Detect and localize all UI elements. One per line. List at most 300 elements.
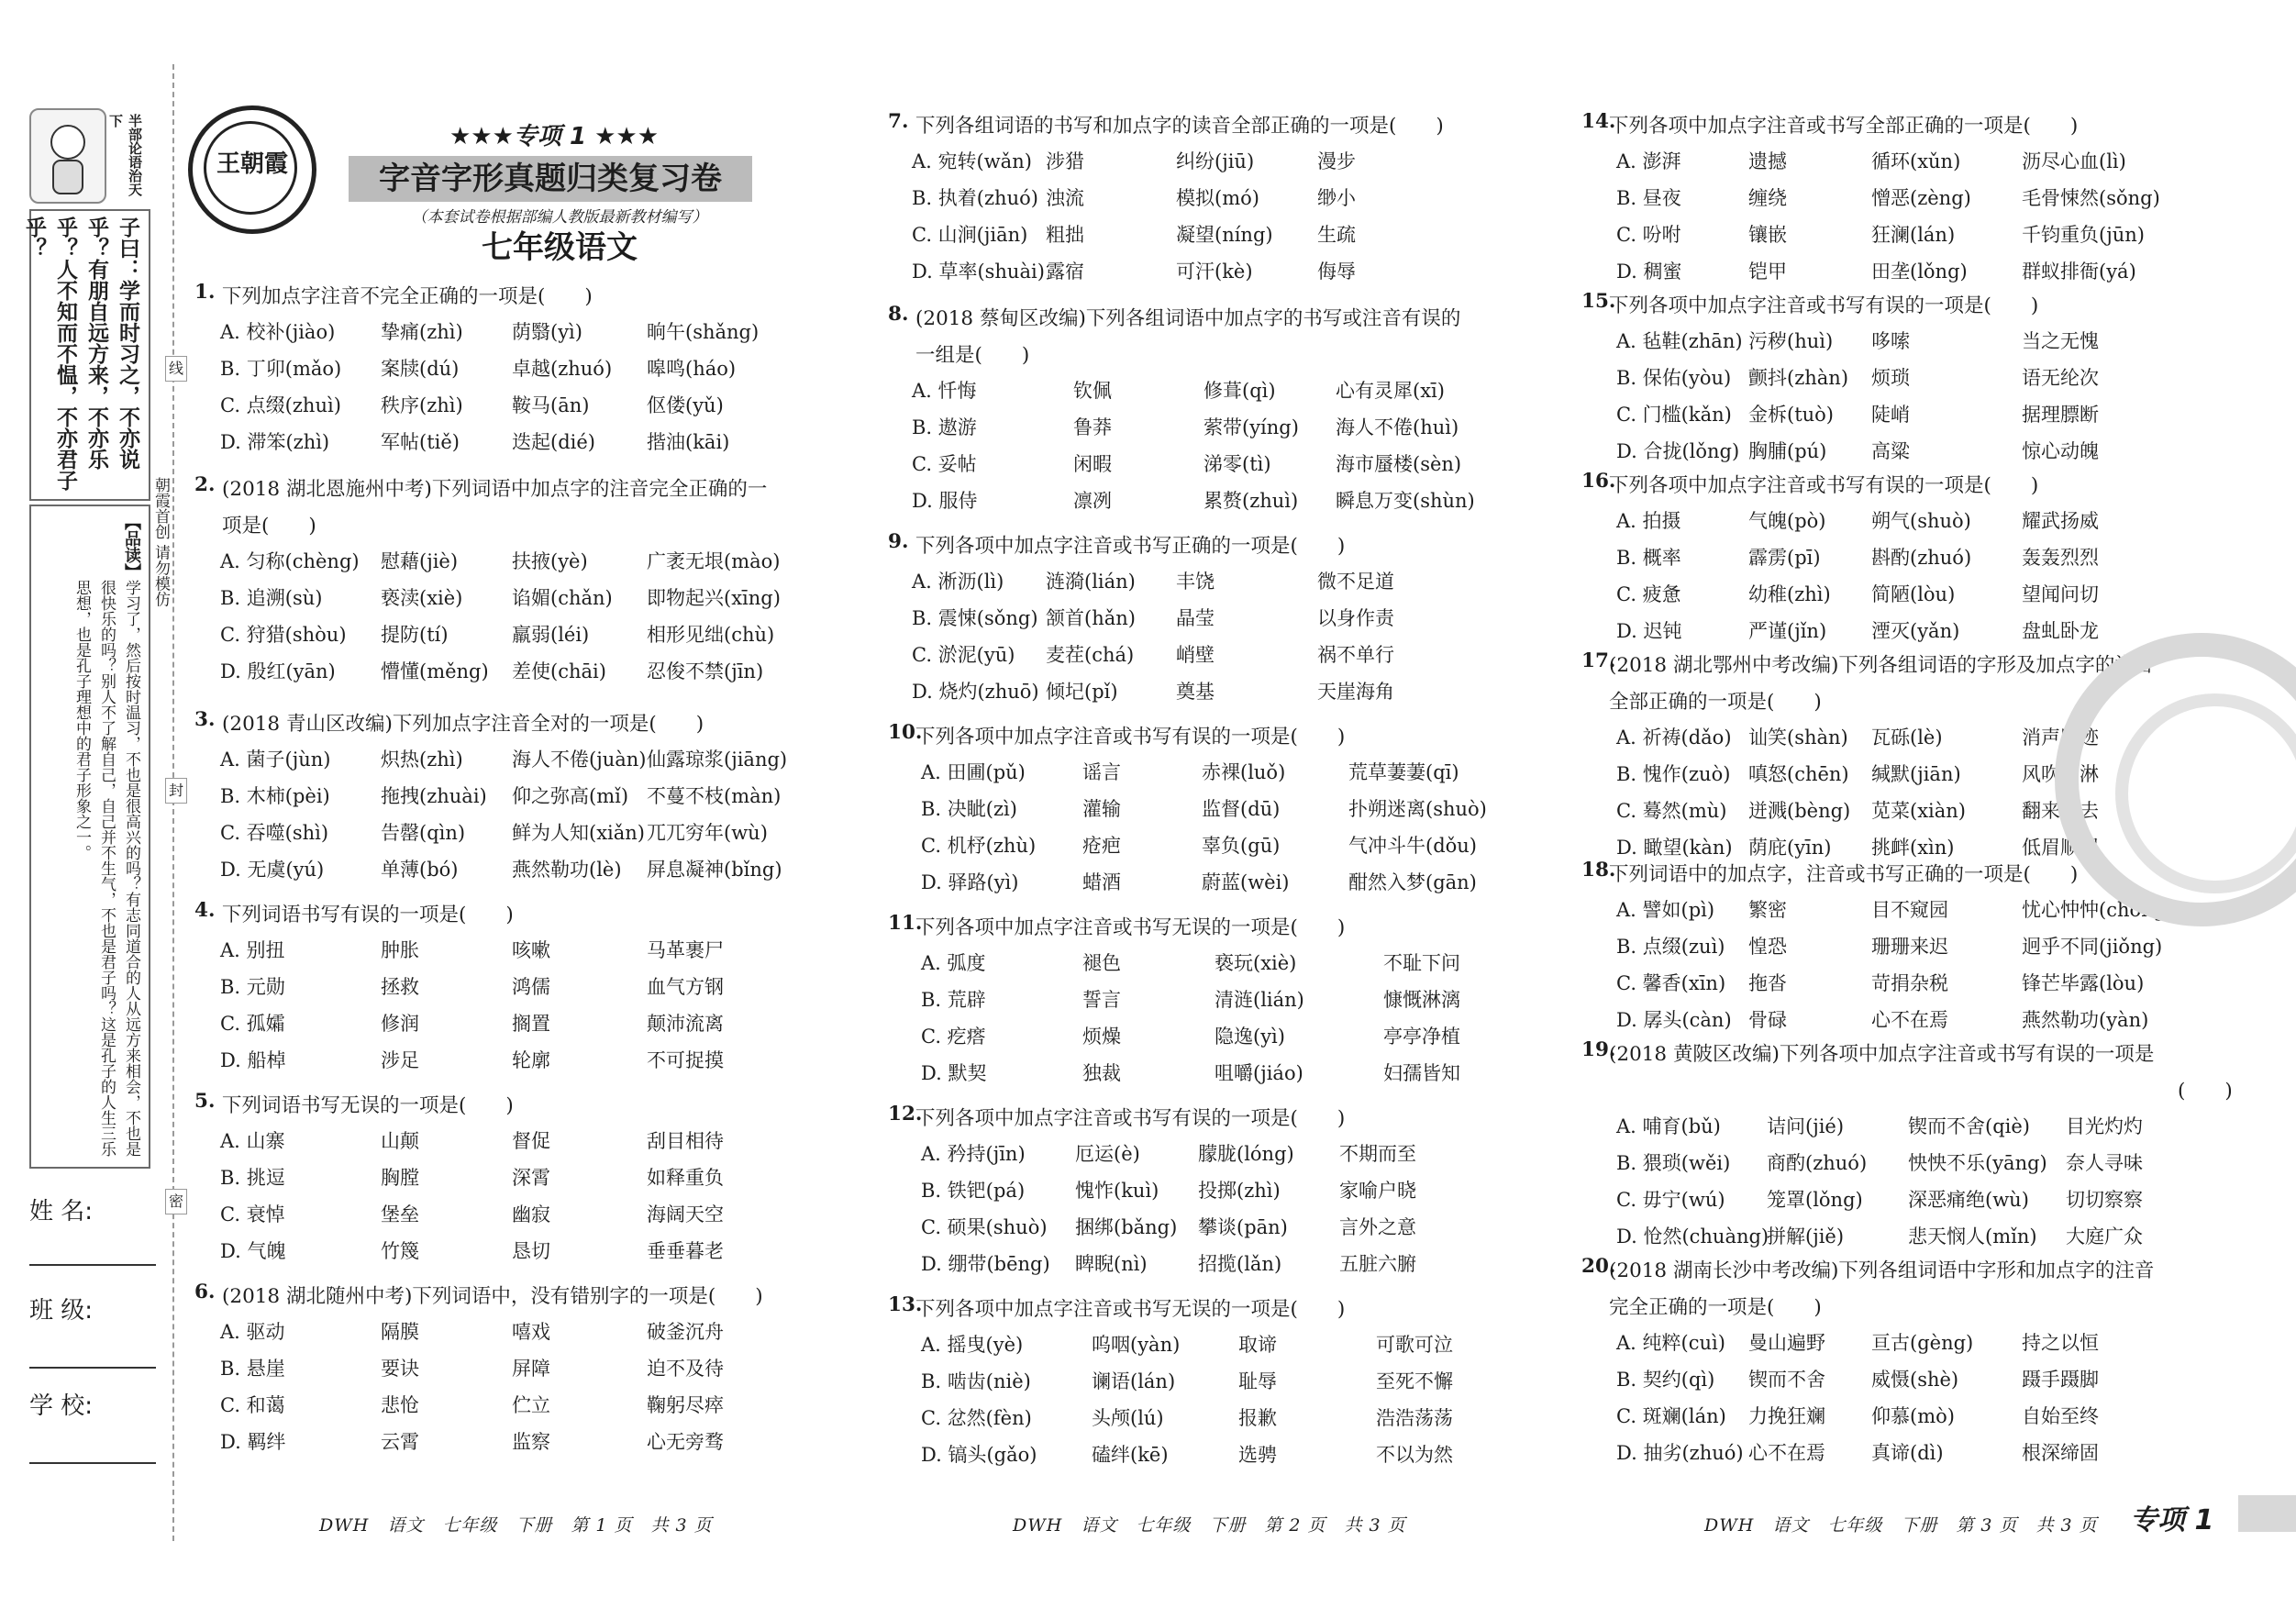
question-17-option-B-4: 风吹雨淋 — [2022, 763, 2099, 785]
question-9-option-D-4: 天崖海角 — [1317, 681, 1394, 703]
question-16-option-C-3: 简陋(lòu) — [1871, 583, 1956, 605]
class-label: 班 级: — [29, 1297, 94, 1325]
question-16-option-B-1[interactable]: B. 概率 — [1616, 547, 1681, 569]
class-field[interactable] — [29, 1292, 156, 1325]
question-12-option-D-3: 招揽(lǎn) — [1198, 1253, 1282, 1275]
question-11-option-D-3: 咀嚼(jiáo) — [1215, 1062, 1303, 1084]
question-1-number: 1. — [194, 281, 216, 304]
question-9-stem: 下列各项中加点字注音或书写正确的一项是( ) — [915, 535, 1346, 558]
question-20-stem: (2018 湖南长沙中考改编)下列各组词语中字形和加点字的注音 — [1609, 1259, 2155, 1282]
question-3-option-D-3: 燕然勒功(lè) — [512, 859, 622, 881]
question-3-option-D-1[interactable]: D. 无虞(yú) — [220, 859, 325, 881]
question-7-number: 7. — [888, 110, 909, 133]
question-12-option-B-4: 家喻户晓 — [1339, 1180, 1416, 1202]
question-12-option-C-1[interactable]: C. 硕果(shuò) — [921, 1216, 1048, 1238]
question-6-option-A-3: 嘻戏 — [512, 1321, 550, 1343]
question-5-option-B-1[interactable]: B. 挑逗 — [220, 1167, 285, 1189]
question-10-option-B-4: 扑朔迷离(shuò) — [1348, 798, 1487, 820]
question-5-option-B-2: 胸膛 — [381, 1167, 419, 1189]
question-8-option-C-2: 闲暇 — [1073, 453, 1112, 475]
school-field[interactable] — [29, 1387, 156, 1421]
question-12-option-D-4: 五脏六腑 — [1339, 1253, 1416, 1275]
name-label: 姓 名: — [29, 1198, 94, 1225]
question-11-option-A-3: 亵玩(xiè) — [1215, 952, 1297, 974]
question-11-option-B-2: 誓言 — [1082, 989, 1121, 1011]
question-6-option-A-2: 隔膜 — [381, 1321, 419, 1343]
question-18-option-D-1[interactable]: D. 孱头(càn) — [1616, 1009, 1732, 1031]
question-10-option-D-1[interactable]: D. 驿路(yì) — [921, 871, 1019, 893]
question-4-option-C-4: 颠沛流离 — [647, 1013, 724, 1035]
question-11-option-A-4: 不耻下问 — [1383, 952, 1460, 974]
question-4-option-D-4: 不可捉摸 — [647, 1049, 724, 1071]
question-18-option-A-2: 繁密 — [1748, 899, 1787, 921]
special-label: 专项 1 — [2130, 1504, 2214, 1536]
question-4-option-C-3: 搁置 — [512, 1013, 550, 1035]
question-17-option-A-4: 消声匿迹 — [2022, 726, 2099, 749]
question-9-option-D-3: 奠基 — [1176, 681, 1215, 703]
question-8-option-D-3: 累赘(zhuì) — [1203, 490, 1299, 512]
question-9-option-C-2: 麦茬(chá) — [1046, 644, 1135, 666]
page-title: 字音字形真题归类复习卷 — [379, 161, 722, 197]
question-19-option-A-3: 锲而不舍(qiè) — [1908, 1115, 2030, 1137]
question-9-option-D-1[interactable]: D. 烧灼(zhuō) — [912, 681, 1039, 703]
logo-text: 王朝霞 — [216, 150, 288, 178]
question-6-option-D-1[interactable]: D. 羁绊 — [220, 1431, 286, 1453]
reading-label: 【品读】 — [122, 514, 141, 580]
question-15-option-C-3: 陡峭 — [1871, 404, 1910, 426]
question-8-number: 8. — [888, 303, 909, 326]
question-7-option-D-4: 侮辱 — [1317, 261, 1356, 283]
question-20-number: 20. — [1581, 1255, 1616, 1278]
question-8-option-A-1[interactable]: A. 忏悔 — [912, 380, 977, 402]
question-20-option-B-1[interactable]: B. 契约(qì) — [1616, 1369, 1715, 1391]
question-15-option-B-4: 语无纶次 — [2022, 367, 2099, 389]
question-6-option-A-1[interactable]: A. 驱动 — [220, 1321, 285, 1343]
question-3-option-A-3: 海人不倦(juàn) — [512, 749, 647, 771]
question-2-option-B-2: 亵渎(xiè) — [381, 587, 463, 609]
question-18-option-B-2: 惶恐 — [1748, 936, 1787, 958]
question-7-option-A-1[interactable]: A. 宛转(wǎn) — [912, 150, 1032, 172]
question-7-option-C-1[interactable]: C. 山涧(jiān) — [912, 224, 1028, 246]
question-1-option-D-4: 揩油(kāi) — [647, 431, 730, 453]
question-5-option-A-3: 督促 — [512, 1130, 550, 1152]
question-11-option-C-1[interactable]: C. 疙瘩 — [921, 1026, 986, 1048]
question-2-option-A-2: 慰藉(jiè) — [381, 550, 459, 572]
question-8-option-A-3: 修葺(qì) — [1203, 380, 1276, 402]
question-2-number: 2. — [194, 473, 216, 496]
question-18-stem: 下列词语中的加点字，注音或书写正确的一项是( ) — [1609, 863, 2079, 886]
question-11-option-B-3: 清涟(lián) — [1215, 989, 1304, 1011]
question-20-option-A-1[interactable]: A. 纯粹(cuì) — [1616, 1332, 1725, 1354]
question-15-option-B-1[interactable]: B. 保佑(yòu) — [1616, 367, 1732, 389]
footer-page-1: DWH 语文 七年级 下册 第 1 页 共 3 页 — [319, 1515, 713, 1536]
question-16-option-B-2: 霹雳(pī) — [1748, 547, 1821, 569]
footer-page-3: DWH 语文 七年级 下册 第 3 页 共 3 页 — [1704, 1515, 2098, 1536]
question-10-option-C-3: 辜负(gū) — [1202, 835, 1281, 857]
question-8-option-C-1[interactable]: C. 妥帖 — [912, 453, 977, 475]
question-8-option-B-3: 萦带(yíng) — [1203, 416, 1299, 438]
question-8-option-D-1[interactable]: D. 服侍 — [912, 490, 978, 512]
question-4-option-A-3: 咳嗽 — [512, 939, 550, 961]
question-1-option-B-2: 案牍(dú) — [381, 358, 460, 380]
question-15-option-C-1[interactable]: C. 门槛(kǎn) — [1616, 404, 1732, 426]
question-6-option-C-2: 悲怆 — [381, 1394, 419, 1416]
question-3-option-C-1[interactable]: C. 吞噬(shì) — [220, 822, 329, 844]
question-9-option-A-3: 丰饶 — [1176, 571, 1215, 593]
question-12-option-B-1[interactable]: B. 铁钯(pá) — [921, 1180, 1026, 1202]
question-10-option-D-3: 蔚蓝(wèi) — [1202, 871, 1290, 893]
question-4-option-B-4: 血气方钢 — [647, 976, 724, 998]
question-16-number: 16. — [1581, 470, 1616, 493]
question-3-number: 3. — [194, 708, 216, 731]
question-15-option-D-3: 高粱 — [1871, 440, 1910, 462]
question-16-option-A-1[interactable]: A. 拍摄 — [1616, 510, 1681, 532]
question-15-option-C-2: 金柝(tuò) — [1748, 404, 1834, 426]
scholar-icon — [31, 110, 105, 202]
question-17-option-C-1[interactable]: C. 蓦然(mù) — [1616, 800, 1727, 822]
question-19-option-C-3: 深恶痛绝(wù) — [1908, 1189, 2029, 1211]
question-16-stem: 下列各项中加点字注音或书写有误的一项是( ) — [1609, 474, 2039, 497]
question-6-option-C-3: 伫立 — [512, 1394, 550, 1416]
question-13-option-C-2: 头颅(lú) — [1092, 1407, 1164, 1429]
brand-logo — [188, 105, 316, 234]
question-15-stem: 下列各项中加点字注音或书写有误的一项是( ) — [1609, 294, 2039, 317]
question-15-option-A-4: 当之无愧 — [2022, 330, 2099, 352]
question-16-option-D-1[interactable]: D. 迟钝 — [1616, 620, 1682, 642]
question-6-option-C-1[interactable]: C. 和蔼 — [220, 1394, 285, 1416]
question-13-number: 13. — [888, 1293, 923, 1316]
question-8-option-B-1[interactable]: B. 遨游 — [912, 416, 977, 438]
question-18-option-A-1[interactable]: A. 譬如(pì) — [1616, 899, 1715, 921]
question-14-option-B-4: 毛骨悚然(sǒng) — [2022, 187, 2160, 209]
question-2-option-B-3: 谄媚(chǎn) — [512, 587, 613, 609]
question-11-option-C-2: 烦燥 — [1082, 1026, 1121, 1048]
question-14-option-A-2: 遗撼 — [1748, 150, 1787, 172]
question-17-option-A-3: 瓦砾(lè) — [1871, 726, 1943, 749]
question-18-option-C-1[interactable]: C. 馨香(xīn) — [1616, 972, 1726, 994]
question-14-option-C-2: 镶嵌 — [1748, 224, 1787, 246]
question-5-option-D-1[interactable]: D. 气魄 — [220, 1240, 286, 1262]
question-12-option-D-1[interactable]: D. 绷带(bēng) — [921, 1253, 1050, 1275]
question-4-option-A-1[interactable]: A. 别扭 — [220, 939, 285, 961]
question-16-option-B-4: 轰轰烈烈 — [2022, 547, 2099, 569]
question-12-option-C-4: 言外之意 — [1339, 1216, 1416, 1238]
question-14-number: 14. — [1581, 110, 1616, 133]
question-14-option-B-3: 憎恶(zèng) — [1871, 187, 1971, 209]
question-1-option-C-2: 秩序(zhì) — [381, 394, 463, 416]
question-5-option-C-1[interactable]: C. 衰悼 — [220, 1203, 285, 1225]
question-10-option-A-1[interactable]: A. 田圃(pǔ) — [921, 761, 1026, 783]
question-1-option-B-1[interactable]: B. 丁卯(mǎo) — [220, 358, 342, 380]
reading-box — [29, 505, 150, 1169]
question-14-option-A-1[interactable]: A. 澎湃 — [1616, 150, 1681, 172]
question-10-option-C-1[interactable]: C. 机杼(zhù) — [921, 835, 1037, 857]
question-7-option-C-2: 粗拙 — [1046, 224, 1084, 246]
question-19-option-B-3: 怏怏不乐(yāng) — [1908, 1152, 2047, 1174]
question-12-option-C-2: 捆绑(bǎng) — [1075, 1216, 1178, 1238]
school-underline — [29, 1462, 156, 1464]
question-16-option-C-1[interactable]: C. 疲惫 — [1616, 583, 1681, 605]
question-1-option-C-1[interactable]: C. 点缀(zhuì) — [220, 394, 341, 416]
question-16-option-B-3: 斟酌(zhuó) — [1871, 547, 1972, 569]
question-19-option-D-4: 大庭广众 — [2066, 1225, 2143, 1248]
question-19-option-C-4: 切切察察 — [2066, 1189, 2143, 1211]
question-20-option-A-3: 亘古(gèng) — [1871, 1332, 1974, 1354]
question-7-stem: 下列各组词语的书写和加点字的读音全部正确的一项是( ) — [915, 115, 1444, 138]
question-19-option-A-1[interactable]: A. 哺育(bǔ) — [1616, 1115, 1721, 1137]
question-12-stem: 下列各项中加点字注音或书写有误的一项是( ) — [915, 1107, 1346, 1130]
question-2-option-A-3: 扶掖(yè) — [512, 550, 588, 572]
question-10-option-C-4: 气冲斗牛(dǒu) — [1348, 835, 1477, 857]
question-4-option-C-1[interactable]: C. 孤孀 — [220, 1013, 285, 1035]
question-9-option-A-1[interactable]: A. 淅沥(lì) — [912, 571, 1004, 593]
seal-char-seal: 封 — [165, 778, 187, 804]
question-16-option-A-4: 耀武扬威 — [2022, 510, 2099, 532]
question-17-option-B-2: 嗔怒(chēn) — [1748, 763, 1849, 785]
question-19-option-B-4: 奈人寻味 — [2066, 1152, 2143, 1174]
question-10-option-D-2: 蜡酒 — [1082, 871, 1121, 893]
question-17-stem: (2018 湖北鄂州中考改编)下列各组词语的字形及加点字的注音 — [1609, 654, 2155, 677]
question-13-option-B-3: 耻辱 — [1238, 1370, 1277, 1392]
question-13-option-B-2: 谰语(lán) — [1092, 1370, 1176, 1392]
question-11-option-B-4: 慷慨淋漓 — [1383, 989, 1460, 1011]
question-12-option-B-3: 投掷(zhì) — [1198, 1180, 1281, 1202]
question-4-option-C-2: 修润 — [381, 1013, 419, 1035]
question-18-number: 18. — [1581, 859, 1616, 882]
question-10-option-A-2: 谣言 — [1082, 761, 1121, 783]
question-15-option-A-1[interactable]: A. 毡鞋(zhān) — [1616, 330, 1743, 352]
question-2-option-D-3: 差使(chāi) — [512, 660, 606, 682]
question-13-option-D-1[interactable]: D. 镐头(gǎo) — [921, 1444, 1037, 1466]
question-17-option-B-1[interactable]: B. 愧作(zuò) — [1616, 763, 1731, 785]
question-3-option-A-4: 仙露琼浆(jiāng) — [647, 749, 788, 771]
question-7-option-A-4: 漫步 — [1317, 150, 1356, 172]
question-13-option-D-3: 选骋 — [1238, 1444, 1277, 1466]
question-19-option-A-4: 目光灼灼 — [2066, 1115, 2143, 1137]
question-19-stem: (2018 黄陂区改编)下列各项中加点字注音或书写有误的一项是 — [1609, 1043, 2155, 1066]
question-13-option-A-4: 可歌可泣 — [1376, 1334, 1453, 1356]
question-14-option-C-3: 狂澜(lán) — [1871, 224, 1956, 246]
question-7-option-D-2: 露宿 — [1046, 261, 1084, 283]
question-10-option-B-2: 灌输 — [1082, 798, 1121, 820]
question-9-option-C-3: 峭壁 — [1176, 644, 1215, 666]
question-20-option-C-2: 力挽狂斓 — [1748, 1405, 1825, 1427]
question-1-option-A-3: 荫翳(yì) — [512, 321, 582, 343]
question-15-option-D-1[interactable]: D. 合拢(lǒng) — [1616, 440, 1740, 462]
question-8-option-B-2: 鲁莽 — [1073, 416, 1112, 438]
question-1-option-D-1[interactable]: D. 滞笨(zhì) — [220, 431, 330, 453]
question-16-option-C-2: 幼稚(zhì) — [1748, 583, 1831, 605]
question-13-option-C-1[interactable]: C. 忿然(fèn) — [921, 1407, 1032, 1429]
question-10-option-B-1[interactable]: B. 决眦(zì) — [921, 798, 1017, 820]
question-20-option-D-2: 心不在焉 — [1748, 1442, 1825, 1464]
quote-box — [22, 209, 150, 501]
question-17-option-D-1[interactable]: D. 瞰望(kàn) — [1616, 837, 1733, 859]
question-15-option-C-4: 据理膘断 — [2022, 404, 2099, 426]
question-19-option-A-2: 诘问(jié) — [1767, 1115, 1845, 1137]
name-field[interactable] — [29, 1192, 156, 1226]
question-11-option-A-1[interactable]: A. 弧度 — [921, 952, 986, 974]
question-2-option-A-4: 广袤无垠(mào) — [647, 550, 781, 572]
question-2-option-D-2: 懵懂(měng) — [381, 660, 489, 682]
question-14-option-D-3: 田垄(lǒng) — [1871, 261, 1968, 283]
question-11-stem: 下列各项中加点字注音或书写无误的一项是( ) — [915, 916, 1346, 939]
question-17-option-A-2: 讪笑(shàn) — [1748, 726, 1848, 749]
question-9-option-C-1[interactable]: C. 淤泥(yū) — [912, 644, 1015, 666]
question-9-option-B-1[interactable]: B. 震悚(sǒng) — [912, 607, 1038, 629]
question-4-option-D-1[interactable]: D. 船棹 — [220, 1049, 286, 1071]
question-19-option-D-3: 悲天悯人(mǐn) — [1908, 1225, 2037, 1248]
question-17-option-D-3: 挑衅(xìn) — [1871, 837, 1955, 859]
question-2-option-B-1[interactable]: B. 追溯(sù) — [220, 587, 323, 609]
question-2-stem: (2018 湖北恩施州中考)下列词语中加点字的注音完全正确的一 — [222, 478, 768, 501]
question-11-number: 11. — [888, 912, 923, 935]
question-15-option-A-2: 污秽(huì) — [1748, 330, 1834, 352]
question-4-stem: 下列词语书写有误的一项是( ) — [222, 904, 514, 926]
question-20-option-B-4: 蹑手蹑脚 — [2022, 1369, 2099, 1391]
question-9-number: 9. — [888, 530, 909, 553]
reading-text: 学习了，然后按时温习，不也是很高兴的吗？有志同道合的人从远方来相会，不也是很快乐的吗？别人不了解自己，自己并不生气，不也是君子吗？这是孔子的人生三乐思想，也是孔子理想中的君子形象之一。 — [72, 580, 140, 1157]
question-5-option-C-2: 堡垒 — [381, 1203, 419, 1225]
question-19-option-B-1[interactable]: B. 猥琐(wěi) — [1616, 1152, 1731, 1174]
question-3-option-B-1[interactable]: B. 木柿(pèi) — [220, 785, 330, 807]
question-14-option-B-2: 缠绕 — [1748, 187, 1787, 209]
question-5-stem: 下列词语书写无误的一项是( ) — [222, 1094, 514, 1117]
question-18-option-D-3: 心不在焉 — [1871, 1009, 1948, 1031]
question-3-option-D-4: 屏息凝神(bǐng) — [647, 859, 782, 881]
question-3-option-B-4: 不蔓不枝(màn) — [647, 785, 782, 807]
question-8-option-B-4: 海人不倦(huì) — [1336, 416, 1459, 438]
question-12-option-B-2: 愧怍(kuì) — [1075, 1180, 1159, 1202]
question-20-option-D-3: 真谛(dì) — [1871, 1442, 1944, 1464]
question-1-option-A-1[interactable]: A. 校补(jiào) — [220, 321, 336, 343]
question-5-option-A-1[interactable]: A. 山寨 — [220, 1130, 285, 1152]
quote-text: 子曰：学而时习之，不亦说乎？有朋自远方来，不亦乐乎？人不知而不愠，不亦君子乎？ — [22, 216, 139, 491]
question-17-option-A-1[interactable]: A. 祈祷(dǎo) — [1616, 726, 1732, 749]
question-2-option-B-4: 即物起兴(xīng) — [647, 587, 781, 609]
question-5-option-C-3: 幽寂 — [512, 1203, 550, 1225]
question-2-option-A-1[interactable]: A. 匀称(chèng) — [220, 550, 360, 572]
question-8-option-D-4: 瞬息万变(shùn) — [1336, 490, 1475, 512]
question-2-option-C-4: 相形见绌(chù) — [647, 624, 775, 646]
question-3-option-A-1[interactable]: A. 菌子(jùn) — [220, 749, 331, 771]
question-19-option-D-1[interactable]: D. 怆然(chuàng) — [1616, 1225, 1769, 1248]
question-2-stem-cont: 项是( ) — [222, 515, 316, 538]
question-13-option-D-4: 不以为然 — [1376, 1444, 1453, 1466]
question-17-option-D-4: 低眉顺眼 — [2022, 837, 2099, 859]
question-9-option-D-2: 倾圮(pǐ) — [1046, 681, 1118, 703]
question-19-number: 19. — [1581, 1038, 1616, 1061]
question-5-number: 5. — [194, 1090, 216, 1113]
question-19-option-C-1[interactable]: C. 毋宁(wú) — [1616, 1189, 1725, 1211]
question-14-option-D-1[interactable]: D. 稠蜜 — [1616, 261, 1682, 283]
question-1-option-B-4: 嗥鸣(háo) — [647, 358, 737, 380]
question-5-option-B-3: 深霄 — [512, 1167, 550, 1189]
question-10-number: 10. — [888, 721, 923, 744]
question-20-option-D-1[interactable]: D. 抽劣(zhuó) — [1616, 1442, 1744, 1464]
question-13-option-A-1[interactable]: A. 摇曳(yè) — [921, 1334, 1024, 1356]
question-11-option-B-1[interactable]: B. 荒辟 — [921, 989, 986, 1011]
question-4-number: 4. — [194, 899, 216, 922]
question-12-option-A-1[interactable]: A. 矜持(jīn) — [921, 1143, 1026, 1165]
question-6-option-D-2: 云霄 — [381, 1431, 419, 1453]
question-20-option-C-4: 自始至终 — [2022, 1405, 2099, 1427]
question-14-option-D-2: 铠甲 — [1748, 261, 1787, 283]
question-18-option-D-2: 骨碌 — [1748, 1009, 1787, 1031]
question-11-option-D-1[interactable]: D. 默契 — [921, 1062, 987, 1084]
question-16-option-C-4: 望闻问切 — [2022, 583, 2099, 605]
question-7-option-D-1[interactable]: D. 草率(shuài) — [912, 261, 1045, 283]
question-13-option-D-2: 磕绊(kē) — [1092, 1444, 1169, 1466]
question-11-option-C-3: 隐逸(yì) — [1215, 1026, 1285, 1048]
question-18-option-D-4: 燕然勒功(yàn) — [2022, 1009, 2149, 1031]
question-5-option-D-3: 恳切 — [512, 1240, 550, 1262]
question-16-option-D-2: 严谨(jǐn) — [1748, 620, 1827, 642]
question-18-option-B-1[interactable]: B. 点缀(zuì) — [1616, 936, 1725, 958]
question-20-option-C-1[interactable]: C. 斑斓(lán) — [1616, 1405, 1726, 1427]
question-12-option-A-4: 不期而至 — [1339, 1143, 1416, 1165]
question-20-option-C-3: 仰慕(mò) — [1871, 1405, 1955, 1427]
question-2-option-C-3: 羸弱(léi) — [512, 624, 590, 646]
question-2-option-C-1[interactable]: C. 狩猎(shòu) — [220, 624, 347, 646]
question-7-option-B-2: 浊流 — [1046, 187, 1084, 209]
question-6-number: 6. — [194, 1281, 216, 1303]
question-5-option-D-4: 垂垂暮老 — [647, 1240, 724, 1262]
question-9-option-B-4: 以身作责 — [1317, 607, 1394, 629]
question-17-option-D-2: 荫庇(yīn) — [1748, 837, 1832, 859]
question-19-option-C-2: 笼罩(lǒng) — [1767, 1189, 1863, 1211]
question-6-option-B-3: 屏障 — [512, 1358, 550, 1380]
question-4-option-A-2: 肿胀 — [381, 939, 419, 961]
question-8-option-C-4: 海市蜃楼(sèn) — [1336, 453, 1462, 475]
question-15-number: 15. — [1581, 290, 1616, 313]
question-14-stem: 下列各项中加点字注音或书写全部正确的一项是( ) — [1609, 115, 2079, 138]
question-2-option-D-4: 忍俊不禁(jīn) — [647, 660, 764, 682]
question-5-option-A-2: 山颠 — [381, 1130, 419, 1152]
question-17-option-C-4: 翻来复去 — [2022, 800, 2099, 822]
question-14-option-A-3: 循环(xǔn) — [1871, 150, 1961, 172]
question-17-option-B-3: 缄默(jiān) — [1871, 763, 1961, 785]
question-2-option-D-1[interactable]: D. 殷红(yān) — [220, 660, 336, 682]
question-14-option-B-1[interactable]: B. 昼夜 — [1616, 187, 1681, 209]
question-4-option-B-1[interactable]: B. 元勋 — [220, 976, 285, 998]
question-14-option-C-1[interactable]: C. 吩咐 — [1616, 224, 1681, 246]
question-15-option-B-3: 烦琐 — [1871, 367, 1910, 389]
question-18-option-C-2: 拖沓 — [1748, 972, 1787, 994]
question-18-option-C-4: 锋芒毕露(lòu) — [2022, 972, 2145, 994]
question-3-option-A-2: 炽热(zhì) — [381, 749, 463, 771]
question-7-option-A-2: 涉猎 — [1046, 150, 1084, 172]
question-18-option-B-4: 迥乎不同(jiǒng) — [2022, 936, 2163, 958]
question-7-option-C-4: 生疏 — [1317, 224, 1356, 246]
question-16-option-D-4: 盘虬卧龙 — [2022, 620, 2099, 642]
question-13-option-B-1[interactable]: B. 啮齿(niè) — [921, 1370, 1031, 1392]
question-1-stem: 下列加点字注音不完全正确的一项是( ) — [222, 285, 593, 308]
question-4-option-A-4: 马革裹尸 — [647, 939, 724, 961]
question-4-option-B-3: 鸿儒 — [512, 976, 550, 998]
question-5-option-C-4: 海阔天空 — [647, 1203, 724, 1225]
question-9-option-A-2: 涟漪(lián) — [1046, 571, 1136, 593]
school-label: 学 校: — [29, 1392, 94, 1420]
question-3-option-B-3: 仰之弥高(mǐ) — [512, 785, 629, 807]
question-6-option-B-1[interactable]: B. 悬崖 — [220, 1358, 285, 1380]
question-6-option-D-4: 心无旁骛 — [647, 1431, 724, 1453]
question-1-option-B-3: 卓越(zhuó) — [512, 358, 613, 380]
grade-title: 七年级语文 — [482, 229, 638, 266]
question-3-option-C-3: 鲜为人知(xiǎn) — [512, 822, 645, 844]
question-17-number: 17. — [1581, 649, 1616, 672]
question-7-option-B-1[interactable]: B. 执着(zhuó) — [912, 187, 1038, 209]
